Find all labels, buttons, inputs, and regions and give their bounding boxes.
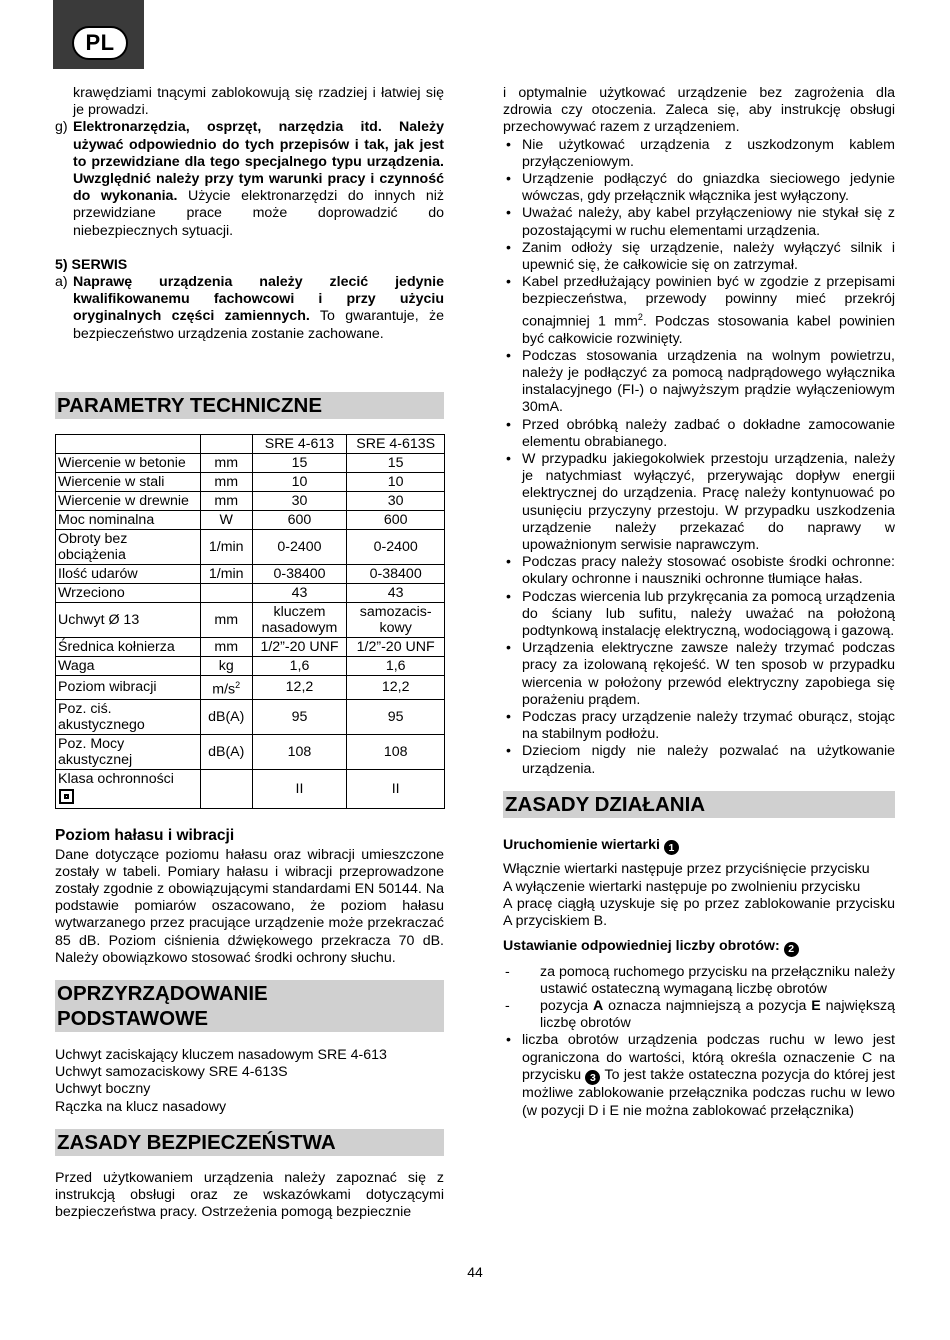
list-item (503, 451, 895, 554)
table-cell: 30 (252, 491, 347, 510)
table-cell: Uchwyt Ø 13 (56, 602, 201, 637)
table-cell: mm (200, 491, 252, 510)
bullet-icon: • (506, 709, 511, 726)
equipment-line: Uchwyt samozaciskowy SRE 4-613S (55, 1064, 288, 1081)
start-line: Włącznie wiertarki następuje przez przyciśnięcie przycisku (503, 861, 870, 878)
table-row (56, 656, 445, 675)
table-cell-unit (200, 675, 252, 699)
table-row (56, 602, 445, 637)
table-cell (56, 434, 201, 453)
table-cell: 108 (347, 734, 445, 769)
list-item (503, 554, 895, 588)
speed-heading-text: Ustawianie odpowiedniej liczby obrotów: (503, 938, 780, 955)
table-cell: 30 (347, 491, 445, 510)
table-cell: Wiercenie w drewnie (56, 491, 201, 510)
table-cell: 12,2 (347, 675, 445, 699)
equipment-line: Rączka na klucz nasadowy (55, 1098, 227, 1115)
rule-text: To gwarantuje, że bezpieczeństwo urządzenia zostanie zachowane. (73, 308, 444, 342)
rule-bold-text: Naprawę urządzenia należy zlecić jedynie kwalifikowanemu fachowcowi i przy użyciu oryginalnych części zamiennych. (73, 274, 444, 325)
table-cell (200, 769, 252, 808)
table-cell (200, 583, 252, 602)
bullet-icon: • (506, 416, 511, 433)
table-row (56, 453, 445, 472)
table-cell: 95 (252, 699, 347, 734)
table-cell: 10 (252, 472, 347, 491)
table-cell: 0-38400 (347, 564, 445, 583)
table-cell: Waga (56, 656, 201, 675)
dash-item (503, 998, 895, 1032)
bullet-icon: • (506, 171, 511, 188)
table-cell: 1/min (200, 529, 252, 564)
right-column (503, 85, 895, 1120)
figure-number-icon: 2 (784, 942, 799, 957)
table-cell: II (347, 769, 445, 808)
continued-text: krawędziami tnącymi zablokowują się rzadziej i łatwiej się je prowadzi. (73, 85, 444, 119)
bullet-icon: • (506, 136, 511, 153)
text-part: liczba obrotów urządzenia podczas ruchu w lewo jest ograniczona do wartości, którą określa oznaczenie C na przycisku (522, 1032, 895, 1083)
equipment-heading-line2: PODSTAWOWE (57, 1007, 209, 1030)
table-cell: 15 (347, 453, 445, 472)
list-item-text: Dzieciom nigdy nie należy pozwalać na użytkowanie urządzenia. (522, 743, 895, 777)
table-cell: Obroty bez obciążenia (56, 529, 201, 564)
figure-number-icon: 1 (664, 840, 679, 855)
list-item-text: Nie użytkować urządzenia z uszkodzonym kablem przyłączeniowym. (522, 136, 895, 170)
text-part: To jest także ostateczna pozycja do której jest możliwe zablokowanie przełącznika podczas ruchu w lewo (w pozycji D i E nie można zablokować przełącznika) (522, 1066, 895, 1119)
bullet-icon: • (506, 347, 511, 364)
table-cell: 1,6 (252, 656, 347, 675)
table-row (56, 734, 445, 769)
list-item-text: Uważać należy, aby kabel przyłączeniowy nie stykał się z pozostającymi w ruchu elementami urządzenia. (522, 205, 895, 239)
table-cell: dB(A) (200, 734, 252, 769)
list-item (503, 1032, 895, 1119)
language-badge: PL (72, 26, 128, 60)
noise-text: Dane dotyczące poziomu hałasu oraz wibracji umieszczone zostały w tabeli. Pomiary hałasu i wibracji przeprowadzone zostały zgodnie z obowiązującymi standardami EN 50144. Na podstawie pomiarów oszacowano, że poziom hałasu wytwarzanego przez pracujące urządzenie może przekraczać 85 dB. Poziom ciśnienia dźwiękowego przekracza 70 dB. Należy obowiązkowo stosować środki ochrony słuchu. (55, 846, 444, 966)
bullet-icon: • (506, 274, 511, 291)
rule-label: g) (55, 119, 68, 136)
list-item (503, 240, 895, 274)
dash-marker: - (505, 998, 510, 1015)
speed-heading (503, 938, 895, 957)
table-cell: 600 (252, 510, 347, 529)
dash-item-text (540, 998, 895, 1032)
rule-text: Użycie elektronarzędzi do innych niż przewidziane prace może doprowadzić do niebezpiecznych sytuacji. (73, 188, 444, 239)
table-row (56, 637, 445, 656)
list-item (503, 274, 895, 348)
table-row (56, 510, 445, 529)
safety-bullet-list (503, 137, 895, 778)
spec-table (55, 434, 445, 809)
service-heading: 5) SERWIS (55, 256, 128, 273)
table-cell: 43 (347, 583, 445, 602)
list-item (503, 348, 895, 417)
list-item (503, 640, 895, 709)
speed-bullet-list (503, 1032, 895, 1119)
list-item (503, 709, 895, 743)
bullet-icon: • (506, 743, 511, 760)
table-cell: Wiercenie w betonie (56, 453, 201, 472)
table-cell: 12,2 (252, 675, 347, 699)
table-cell: 15 (252, 453, 347, 472)
text-part: pozycja (540, 998, 593, 1015)
table-cell: 600 (347, 510, 445, 529)
start-line: A wyłączenie wiertarki następuje po zwolnieniu przycisku (503, 878, 861, 895)
page-number: 44 (467, 1264, 483, 1280)
list-item (503, 743, 895, 777)
equipment-heading-line1: OPRZYRZĄDOWANIE (57, 982, 268, 1005)
list-item-text: Przed obróbką należy zadbać o dokładne zamocowanie elementu obrabianego. (522, 416, 895, 450)
language-tab (53, 0, 144, 69)
service-item-a (55, 274, 444, 343)
table-cell: 1,6 (347, 656, 445, 675)
table-row (56, 769, 445, 808)
list-item-text: Urządzenie podłączyć do gniazdka sieciowego jedynie wówczas, gdy przełącznik włącznika jest wyłączony. (522, 171, 895, 205)
table-cell: 0-2400 (252, 529, 347, 564)
table-cell: Ilość udarów (56, 564, 201, 583)
table-cell (200, 434, 252, 453)
text-part: oznacza najmniejszą a pozycja (603, 998, 812, 1015)
noise-heading: Poziom hałasu i wibracji (55, 826, 235, 844)
table-cell: mm (200, 472, 252, 491)
start-line: A pracę ciągłą uzyskuje się po przez zablokowanie przycisku A przyciskiem B. (503, 895, 895, 929)
table-cell: kg (200, 656, 252, 675)
double-insulation-icon (59, 789, 74, 804)
list-item-text (522, 274, 895, 348)
list-item-text (522, 1032, 895, 1119)
list-item (503, 171, 895, 205)
cable-text-b: . Podczas stosowania kabel powinien być całkowicie rozwinięty. (522, 313, 895, 347)
section-heading-params: PARAMETRY TECHNICZNE (55, 392, 444, 419)
table-cell: 0-2400 (347, 529, 445, 564)
safety-text: Przed użytkowaniem urządzenia należy zapoznać się z instrukcją obsługi oraz ze wskazówkami dotyczącymi bezpieczeństwa pracy. Ostrzeżenia pomogą bezpiecznie (55, 1169, 444, 1221)
dash-item (503, 964, 895, 998)
table-row (56, 491, 445, 510)
position-a-label: A (592, 998, 604, 1015)
continued-text: i optymalnie użytkować urządzenie bez zagrożenia dla zdrowia czy otoczenia. Zaleca się, aby instrukcję obsługi przechowywać razem z urządzeniem. (503, 85, 895, 136)
table-row (56, 529, 445, 564)
table-cell: 0-38400 (252, 564, 347, 583)
list-item-text: Podczas pracy należy stosować osobiste środki ochronne: okulary ochronne i nauszniki ochronne tłumiące hałas. (522, 554, 895, 588)
list-item-text: Zanim odłoży się urządzenie, należy wyłączyć silnik i upewnić się, że całkowicie się on zatrzymał. (522, 239, 895, 274)
rule-item-g (55, 119, 444, 239)
table-row (56, 583, 445, 602)
position-e-label: E (811, 998, 821, 1015)
cable-text-a: Kabel przedłużający powinien być w zgodzie z przepisami bezpieczeństwa, przewody powinny mieć przekrój conajmniej 1 mm (522, 274, 895, 330)
table-cell: 108 (252, 734, 347, 769)
table-cell: Poziom wibracji (56, 675, 201, 699)
rule-bold-text: Elektronarzędzia, osprzęt, narzędzia itd. Należy używać odpowiednio do tych przepisów i tak, jak jest to przewidziane dla tego specjalnego typu urządzenia. Uwzględnić należy przy tym warunki pracy i czynność do wykonania. (73, 119, 444, 205)
table-header-model1: SRE 4-613 (252, 434, 347, 453)
table-cell: 1/2”-20 UNF (347, 637, 445, 656)
table-cell: 43 (252, 583, 347, 602)
list-item (503, 417, 895, 451)
table-row (56, 434, 445, 453)
bullet-icon: • (506, 1032, 511, 1049)
table-cell: kluczem nasadowym (252, 602, 347, 637)
table-cell: Poz. ciś. akustycznego (56, 699, 201, 734)
table-cell: Średnica kołnierza (56, 637, 201, 656)
table-row (56, 699, 445, 734)
table-cell: mm (200, 453, 252, 472)
cable-superscript: 2 (637, 311, 643, 322)
continued-item (55, 85, 444, 119)
unit-text: m/s (212, 681, 236, 698)
section-heading-operation: ZASADY DZIAŁANIA (503, 791, 895, 818)
table-cell: 1/2”-20 UNF (252, 637, 347, 656)
table-cell: 10 (347, 472, 445, 491)
bullet-icon: • (506, 588, 511, 605)
table-cell: 95 (347, 699, 445, 734)
list-item-text: Urządzenia elektryczne zawsze należy trzymać podczas pracy za izolowaną rękojeść. W ten sposob w przypadku wiercenia w położony przewód elektryczny zapobiega się porażeniu prądem. (522, 640, 895, 708)
bullet-icon: • (506, 554, 511, 571)
start-heading-text: Uruchomienie wiertarki (503, 836, 660, 853)
dash-marker: - (505, 963, 510, 980)
equipment-line: Uchwyt boczny (55, 1081, 151, 1098)
table-cell: Moc nominalna (56, 510, 201, 529)
equipment-line: Uchwyt zaciskający kluczem nasadowym SRE 4-613 (55, 1047, 387, 1063)
bullet-icon: • (506, 239, 511, 256)
table-row (56, 472, 445, 491)
table-cell: samozacis-kowy (347, 602, 445, 637)
table-cell-class (56, 769, 201, 808)
start-heading (503, 837, 895, 856)
bullet-icon: • (506, 640, 511, 657)
table-cell: Wiercenie w stali (56, 472, 201, 491)
rule-label: a) (55, 274, 68, 291)
list-item-text: Podczas pracy urządzenie należy trzymać oburącz, stojąc na stabilnym podłożu. (522, 709, 895, 743)
list-item (503, 589, 895, 641)
left-column (55, 85, 444, 1221)
table-cell: mm (200, 637, 252, 656)
list-item (503, 205, 895, 239)
list-item-text: Podczas wiercenia lub przykręcania za pomocą urządzenia do ściany lub sufitu, należy uważać na położoną podtynkową instalację elektryczną, wodociągową i gazową. (522, 588, 895, 640)
table-cell: Poz. Mocy akustycznej (56, 734, 201, 769)
table-cell: mm (200, 602, 252, 637)
figure-number-icon: 3 (585, 1070, 600, 1085)
section-heading-equipment (55, 980, 444, 1032)
table-row (56, 675, 445, 699)
table-header-model2: SRE 4-613S (347, 434, 445, 453)
list-item-text: W przypadku jakiegokolwiek przestoju urządzenia, należy je natychmiast wyłączyć, przerywając dopływ energii elektrycznej do urządzenia. Pracę należy kontynuować po usunięciu przyczyny przestoju. W przypadku uszkodzenia urządzenie należy przekazać do naprawy w upoważnionym serwisie naprawczym. (522, 451, 895, 554)
text-part: największą liczbę obrotów (540, 998, 896, 1032)
class-label: Klasa ochronności (58, 770, 174, 787)
table-cell: 1/min (200, 564, 252, 583)
table-cell: II (252, 769, 347, 808)
bullet-icon: • (506, 451, 511, 467)
bullet-icon: • (506, 205, 511, 222)
table-cell: W (200, 510, 252, 529)
list-item (503, 137, 895, 171)
list-item-text: Podczas stosowania urządzenia na wolnym powietrzu, należy je podłączyć za pomocą nadprądowego wyłącznika instalacyjnego (FI-) o najwyższym prądzie wyłączeniowym 30mA. (522, 347, 895, 416)
table-row (56, 564, 445, 583)
dash-item-text: za pomocą ruchomego przycisku na przełączniku należy ustawić ostateczną wymaganą liczbę obrotów (540, 963, 895, 997)
table-cell: Wrzeciono (56, 583, 201, 602)
table-cell: dB(A) (200, 699, 252, 734)
section-heading-safety: ZASADY BEZPIECZEŃSTWA (55, 1129, 444, 1156)
unit-superscript: 2 (235, 679, 241, 690)
